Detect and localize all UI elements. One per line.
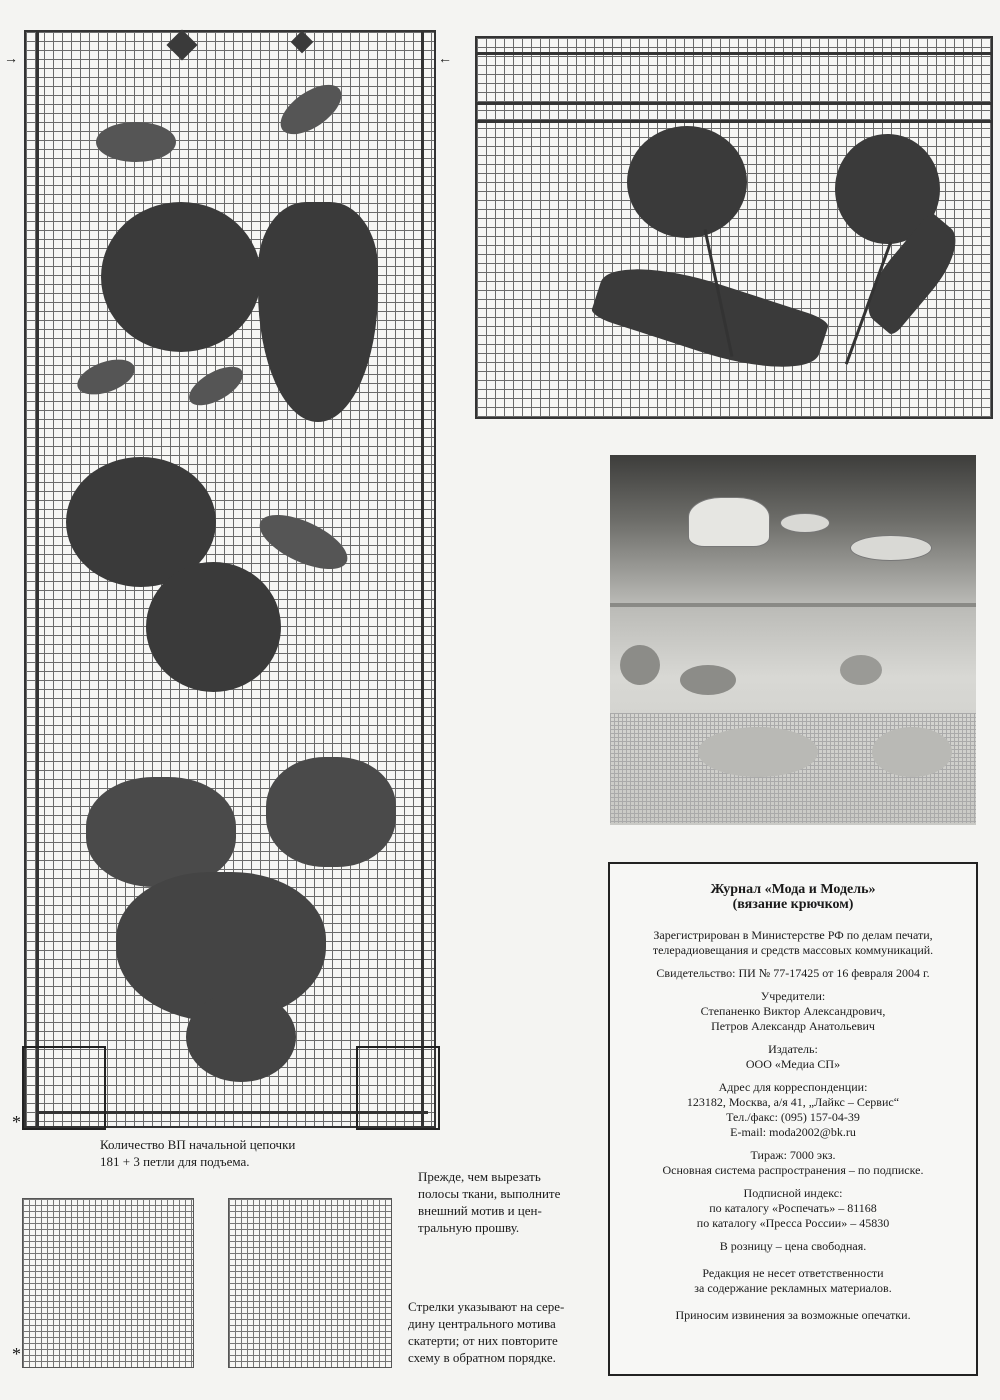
border-band — [477, 52, 991, 55]
magazine-title: Журнал «Мода и Модель» — [710, 882, 876, 897]
chain-count-caption — [100, 1136, 400, 1170]
apology-line: Приносим извинения за возможные опечатки. — [675, 1308, 911, 1322]
note-line: Стрелки указывают на сере- — [408, 1299, 565, 1314]
left-filet-chart — [24, 30, 436, 1128]
address-label: Адрес для корреспонденции: — [718, 1080, 868, 1094]
apple-motif — [101, 202, 261, 352]
tablecloth-photo — [610, 455, 976, 825]
cherry-motif — [627, 126, 747, 238]
leaf-motif — [73, 353, 140, 402]
cherry-leaf-motif — [590, 249, 830, 387]
note-line: скатерти; от них повторите — [408, 1333, 558, 1348]
circulation-line: Тираж: 7000 экз. — [750, 1148, 836, 1162]
note-line: Прежде, чем вырезать — [418, 1169, 541, 1184]
cherry-filet-chart — [475, 36, 993, 419]
leaf-motif — [183, 359, 249, 413]
note-line: внешний мотив и цен- — [418, 1203, 542, 1218]
arrows-instruction-note — [408, 1298, 608, 1366]
silver-pot — [620, 645, 660, 685]
sugar-bowl — [840, 655, 882, 685]
publisher-label: Издатель: — [768, 1042, 818, 1056]
note-line: схему в обратном порядке. — [408, 1350, 556, 1365]
border-band — [477, 102, 991, 105]
retail-price-line: В розницу – цена свободная. — [719, 1239, 867, 1253]
disclaimer-line: за содержание рекламных материалов. — [694, 1281, 892, 1295]
caption-line: Количество ВП начальной цепочки — [100, 1137, 296, 1152]
disclaimer-line: Редакция не несет ответственности — [702, 1266, 884, 1280]
table-edge — [610, 603, 976, 607]
registration-line: Зарегистрирован в Министерстве РФ по делам печати, — [653, 928, 933, 942]
top-diamond-motif — [166, 29, 197, 60]
chart-side-border-left — [36, 32, 39, 1126]
registration-line: телерадиовещания и средств массовых коммуникаций. — [652, 943, 934, 957]
tureen — [688, 497, 770, 547]
email-line: E-mail: moda2002@bk.ru — [730, 1125, 856, 1139]
lace-cherry-motif — [698, 727, 818, 777]
bottom-star-mark: * — [12, 1344, 21, 1364]
founder-name: Петров Александр Анатольевич — [711, 1019, 875, 1033]
cut-instruction-note — [418, 1168, 608, 1236]
publisher-name: ООО «Медиа СП» — [745, 1057, 841, 1071]
grape-leaf-motif — [266, 757, 396, 867]
note-line: дину центрального мотива — [408, 1316, 556, 1331]
stitch-chart-small-left — [22, 1198, 194, 1368]
founders-label: Учредители: — [760, 989, 826, 1003]
top-diamond-motif — [291, 31, 314, 54]
start-star-mark: * — [12, 1112, 21, 1132]
magazine-imprint-box — [608, 862, 978, 1376]
certificate-line: Свидетельство: ПИ № 77-17425 от 16 февраля 2004 г. — [656, 966, 930, 980]
lace-cherry-motif — [872, 727, 952, 777]
leaf-motif — [252, 504, 355, 580]
address-line: 123182, Москва, а/я 41, „Лайкс – Сервис“ — [686, 1095, 900, 1109]
chart-side-border-right — [421, 32, 424, 1126]
plate — [850, 535, 932, 561]
magazine-subtitle: (вязание крючком) — [732, 897, 854, 912]
note-line: тральную прошву. — [418, 1220, 520, 1235]
distribution-line: Основная система распространения – по подписке. — [662, 1163, 924, 1177]
pear-motif — [258, 202, 378, 422]
plate — [780, 513, 830, 533]
subscription-label: Подписной индекс: — [743, 1186, 843, 1200]
subscription-index: по каталогу «Роспечать» – 81168 — [709, 1201, 877, 1215]
leaf-motif — [96, 122, 176, 162]
plum-motif — [146, 562, 281, 692]
border-band — [477, 120, 991, 123]
repeat-marker-box — [22, 1046, 106, 1130]
middle-arrow-left: → — [4, 52, 18, 67]
founder-name: Степаненко Виктор Александрович, — [700, 1004, 886, 1018]
middle-arrow-right: ← — [438, 52, 452, 67]
caption-line: 181 + 3 петли для подъема. — [100, 1154, 250, 1169]
silver-pot — [680, 665, 736, 695]
phone-line: Тел./факс: (095) 157-04-39 — [726, 1110, 860, 1124]
grape-leaf-motif — [86, 777, 236, 887]
note-line: полосы ткани, выполните — [418, 1186, 561, 1201]
subscription-index: по каталогу «Пресса России» – 45830 — [696, 1216, 890, 1230]
leaf-motif — [272, 75, 349, 144]
stitch-chart-small-right — [228, 1198, 392, 1368]
repeat-marker-box — [356, 1046, 440, 1130]
grape-bunch-motif — [186, 992, 296, 1082]
